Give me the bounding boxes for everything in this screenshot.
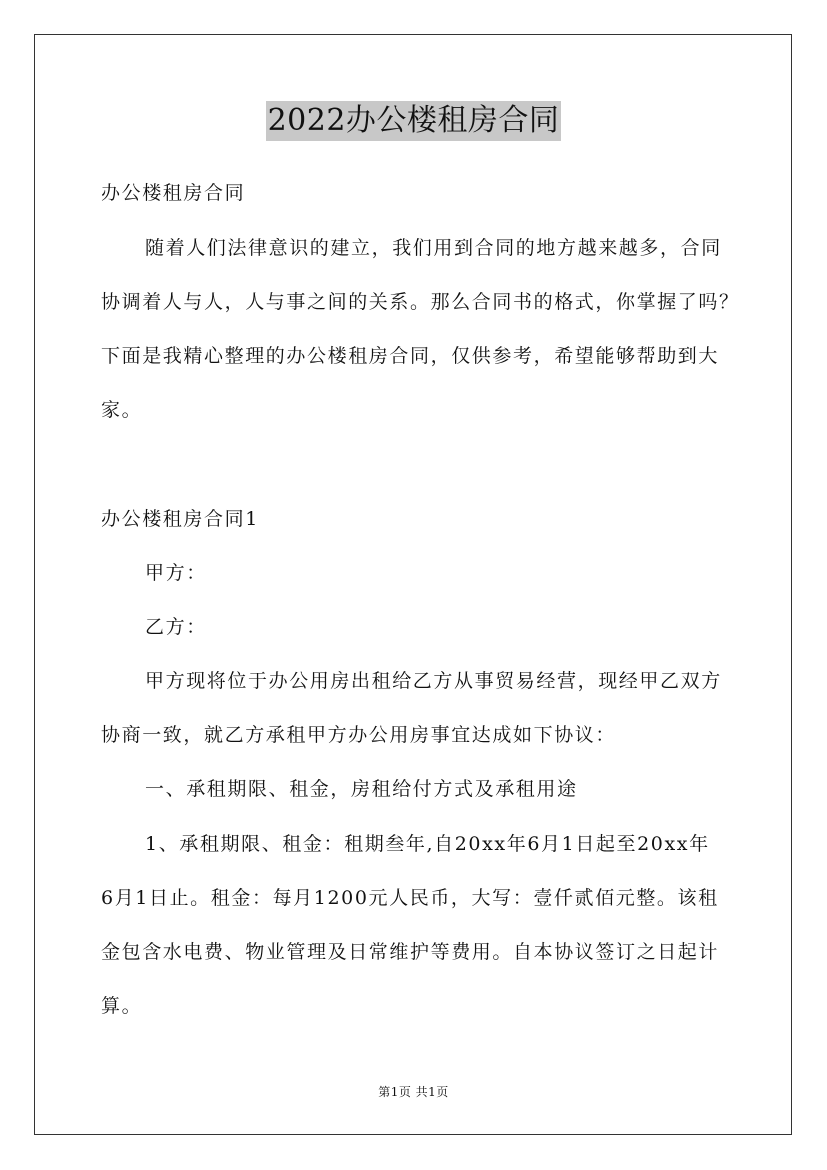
section-heading: 办公楼租房合同1 — [101, 508, 259, 530]
paragraph-line: 家。 — [101, 399, 143, 421]
paragraph-line: 6月1日止。租金：每月1200元人民币，大写：壹仟贰佰元整。该租 — [101, 887, 719, 909]
paragraph-line: 算。 — [101, 995, 143, 1017]
party-a-label: 甲方： — [145, 562, 207, 584]
title-area — [0, 101, 827, 141]
paragraph-line: 协调着人与人，人与事之间的关系。那么合同书的格式，你掌握了吗？ — [101, 291, 740, 313]
paragraph-line: 下面是我精心整理的办公楼租房合同，仅供参考，希望能够帮助到大 — [101, 345, 720, 367]
clause-heading: 一、承租期限、租金，房租给付方式及承租用途 — [145, 778, 578, 800]
paragraph-line: 随着人们法律意识的建立，我们用到合同的地方越来越多，合同 — [145, 237, 722, 259]
intro-heading: 办公楼租房合同 — [101, 182, 246, 204]
paragraph-line: 甲方现将位于办公用房出租给乙方从事贸易经营，现经甲乙双方 — [145, 670, 722, 692]
party-b-label: 乙方： — [145, 616, 207, 638]
paragraph-line: 协商一致，就乙方承租甲方办公用房事宜达成如下协议： — [101, 724, 617, 746]
paragraph-line: 1、承租期限、租金：租期叁年,自20xx年6月1日起至20xx年 — [145, 833, 710, 855]
paragraph-line: 金包含水电费、物业管理及日常维护等费用。自本协议签订之日起计 — [101, 941, 720, 963]
page-footer: 第1页 共1页 — [378, 1085, 449, 1099]
document-title: 2022办公楼租房合同 — [266, 101, 562, 141]
